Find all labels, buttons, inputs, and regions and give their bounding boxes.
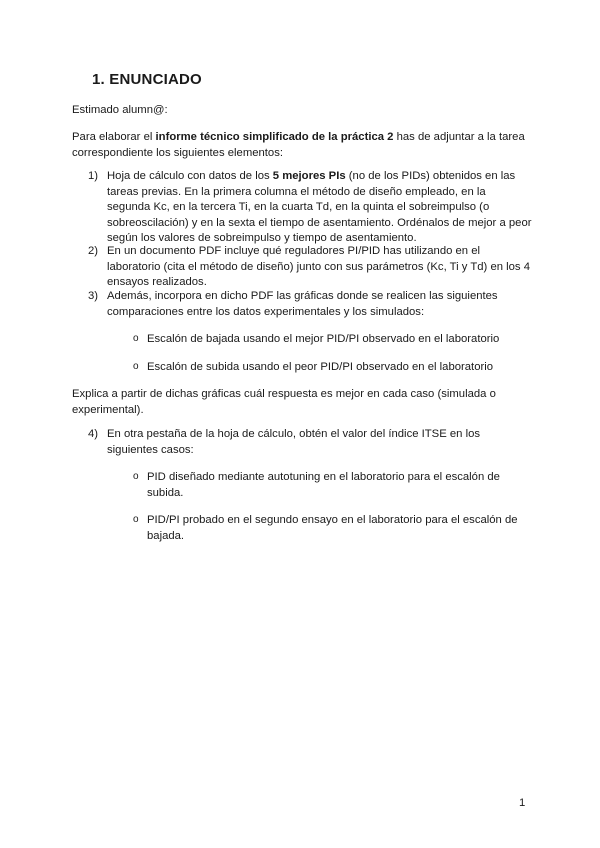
list-number: 3) [88,290,99,302]
list-item-text: En un documento PDF incluye qué reguladores PI/PID has utilizando en el laboratorio (cita el método de diseño) junto con sus parámetros (Kc, Ti y Td) en los 4 ensayos realizados. [107,245,531,289]
bullet-icon: o [133,471,139,482]
list-number: 1) [88,170,99,182]
page-number: 1 [519,797,526,809]
intro-paragraph [72,129,528,161]
list-item-text: Además, incorpora en dicho PDF las gráficas donde se realicen las siguientes comparaciones entre los datos experimentales y los simulados: [107,290,498,318]
intro-bold: informe técnico simplificado de la práctica 2 [155,131,394,143]
bullet-icon: o [133,361,139,372]
explain-paragraph: Explica a partir de dichas gráficas cuál respuesta es mejor en cada caso (simulada o experimental). [72,388,496,416]
section-heading: 1. ENUNCIADO [92,71,202,88]
list-number: 4) [88,428,99,440]
item1-post: (no de los PIDs) obtenidos en las tareas previas. En la primera columna el método de diseño empleado, en la segunda Kc, en la tercera Ti, en la cuarta Td, en la quinta el sobreimpulso (o sobreoscilación) y en la sexta el tiempo de asentamiento. Ordénalos de mejor a peor según los valores de sobreimpulso y tiempo de asentamiento. [107,170,532,245]
sub-item-text: Escalón de bajada usando el mejor PID/PI observado en el laboratorio [147,333,500,345]
item1-bold: 5 mejores PIs [272,170,346,182]
intro-pre: Para elaborar el [72,131,156,143]
bullet-icon: o [133,333,139,344]
bullet-icon: o [133,514,139,525]
sub-item-text: PID diseñado mediante autotuning en el laboratorio para el escalón de subida. [147,471,500,499]
intro-post: has de adjuntar a la tarea correspondiente los siguientes elementos: [72,131,525,159]
list-item-text: En otra pestaña de la hoja de cálculo, obtén el valor del índice ITSE en los siguientes casos: [107,428,481,456]
list-item-text [107,169,532,247]
sub-item-text: PID/PI probado en el segundo ensayo en el laboratorio para el escalón de bajada. [147,514,518,542]
sub-item-text: Escalón de subida usando el peor PID/PI observado en el laboratorio [147,361,494,373]
greeting: Estimado alumn@: [72,104,168,116]
list-number: 2) [88,245,99,257]
item1-pre: Hoja de cálculo con datos de los [107,170,273,182]
